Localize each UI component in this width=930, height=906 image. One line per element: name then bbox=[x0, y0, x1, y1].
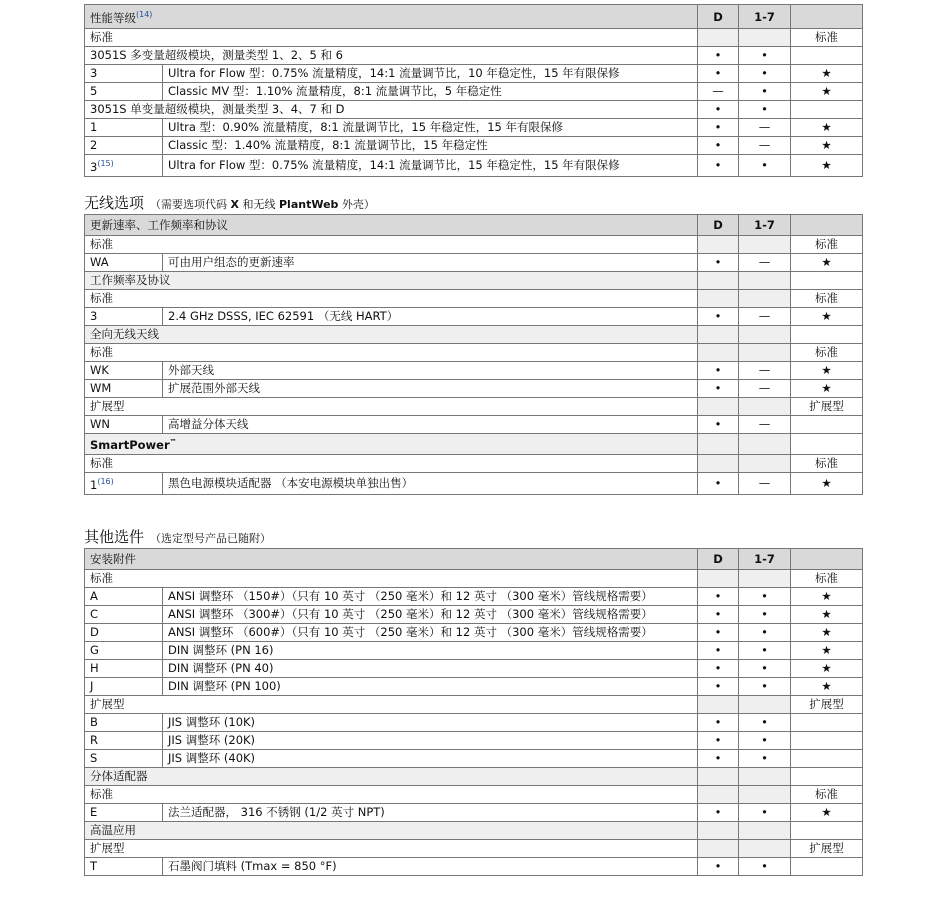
availability-d: • bbox=[698, 588, 739, 606]
table-row bbox=[85, 606, 863, 624]
availability-d: • bbox=[698, 750, 739, 768]
table-row bbox=[85, 858, 863, 876]
option-description: 2.4 GHz DSSS, IEC 62591 （无线 HART） bbox=[163, 308, 698, 326]
availability-1-7: — bbox=[739, 254, 791, 272]
header-title bbox=[85, 5, 698, 29]
availability-1-7: • bbox=[739, 660, 791, 678]
header-title-text: 性能等级 bbox=[90, 11, 136, 25]
empty-cell bbox=[698, 344, 739, 362]
availability-d: • bbox=[698, 47, 739, 65]
empty-cell bbox=[739, 822, 791, 840]
header-col-std bbox=[791, 215, 863, 236]
option-code-text: 3 bbox=[90, 309, 98, 323]
option-code bbox=[85, 732, 163, 750]
availability-1-7: • bbox=[739, 83, 791, 101]
availability-d: • bbox=[698, 624, 739, 642]
availability-d: • bbox=[698, 362, 739, 380]
empty-cell bbox=[739, 290, 791, 308]
empty-cell bbox=[739, 455, 791, 473]
empty-cell bbox=[739, 344, 791, 362]
subheader-label: 标准 bbox=[85, 786, 698, 804]
header-col-1-7: 1-7 bbox=[739, 5, 791, 29]
empty-cell bbox=[698, 272, 739, 290]
availability-d: • bbox=[698, 65, 739, 83]
header-col-1-7: 1-7 bbox=[739, 215, 791, 236]
table-row bbox=[85, 588, 863, 606]
option-code-text: 3 bbox=[90, 66, 98, 80]
option-code bbox=[85, 642, 163, 660]
empty-cell bbox=[739, 696, 791, 714]
availability-1-7: — bbox=[739, 473, 791, 495]
std-label: 标准 bbox=[791, 344, 863, 362]
table-row bbox=[85, 47, 863, 65]
std-label: 标准 bbox=[791, 29, 863, 47]
option-description: 石墨阀门填料 (Tmax = 850 °F) bbox=[163, 858, 698, 876]
wireless-options-table bbox=[84, 214, 863, 495]
header-col-d: D bbox=[698, 215, 739, 236]
option-code-text: J bbox=[90, 679, 94, 693]
availability-1-7: • bbox=[739, 714, 791, 732]
option-description: 外部天线 bbox=[163, 362, 698, 380]
option-code bbox=[85, 606, 163, 624]
table-row bbox=[85, 416, 863, 434]
section-row-label bbox=[85, 326, 698, 344]
availability-d: • bbox=[698, 714, 739, 732]
std-label: 标准 bbox=[791, 455, 863, 473]
empty-cell bbox=[698, 29, 739, 47]
option-description: 黑色电源模块适配器 （本安电源模块单独出售） bbox=[163, 473, 698, 495]
option-code bbox=[85, 473, 163, 495]
table-row bbox=[85, 642, 863, 660]
standard-star bbox=[791, 732, 863, 750]
option-description: JIS 调整环 (40K) bbox=[163, 750, 698, 768]
table-row bbox=[85, 155, 863, 177]
option-description: JIS 调整环 (10K) bbox=[163, 714, 698, 732]
option-code bbox=[85, 65, 163, 83]
standard-star bbox=[791, 714, 863, 732]
empty-cell bbox=[739, 786, 791, 804]
empty-cell bbox=[698, 786, 739, 804]
other-options-table bbox=[84, 548, 863, 876]
empty-cell bbox=[739, 272, 791, 290]
option-code-text: H bbox=[90, 661, 99, 675]
empty-cell bbox=[698, 326, 739, 344]
table-header bbox=[85, 549, 863, 570]
footnote-ref: (16) bbox=[97, 477, 114, 486]
section-row-text: SmartPower bbox=[90, 438, 170, 452]
option-code-text: R bbox=[90, 733, 98, 747]
option-description: JIS 调整环 (20K) bbox=[163, 732, 698, 750]
table-row bbox=[85, 786, 863, 804]
availability-d: • bbox=[698, 678, 739, 696]
table-row bbox=[85, 290, 863, 308]
empty-cell bbox=[698, 570, 739, 588]
section-row-label bbox=[85, 272, 698, 290]
table-row bbox=[85, 660, 863, 678]
std-label: 标准 bbox=[791, 236, 863, 254]
availability-1-7: • bbox=[739, 624, 791, 642]
table-row bbox=[85, 344, 863, 362]
empty-cell bbox=[698, 236, 739, 254]
availability-d: • bbox=[698, 101, 739, 119]
option-code-text: D bbox=[90, 625, 99, 639]
table-row bbox=[85, 473, 863, 495]
availability-d: • bbox=[698, 137, 739, 155]
header-col-d: D bbox=[698, 549, 739, 570]
trademark-mark: ™ bbox=[169, 438, 177, 446]
availability-d: • bbox=[698, 254, 739, 272]
empty-cell bbox=[698, 768, 739, 786]
header-col-std bbox=[791, 549, 863, 570]
empty-cell bbox=[739, 236, 791, 254]
standard-star: ★ bbox=[791, 155, 863, 177]
option-description: ANSI 调整环 （300#）（只有 10 英寸 （250 毫米）和 12 英寸 （300 毫米）管线规格需要） bbox=[163, 606, 698, 624]
std-label: 标准 bbox=[791, 290, 863, 308]
section-row-text: 高温应用 bbox=[90, 823, 136, 837]
standard-star: ★ bbox=[791, 308, 863, 326]
availability-1-7: — bbox=[739, 362, 791, 380]
std-label: 标准 bbox=[791, 570, 863, 588]
section-row-label bbox=[85, 434, 698, 455]
empty-cell bbox=[739, 768, 791, 786]
option-description: DIN 调整环 (PN 100) bbox=[163, 678, 698, 696]
empty-cell bbox=[739, 434, 791, 455]
subheader-label: 标准 bbox=[85, 236, 698, 254]
option-description: DIN 调整环 (PN 16) bbox=[163, 642, 698, 660]
availability-d: • bbox=[698, 732, 739, 750]
std-label: 扩展型 bbox=[791, 398, 863, 416]
standard-star: ★ bbox=[791, 362, 863, 380]
subheader-label: 标准 bbox=[85, 344, 698, 362]
subheader-label: 扩展型 bbox=[85, 398, 698, 416]
standard-star: ★ bbox=[791, 119, 863, 137]
table-row bbox=[85, 29, 863, 47]
availability-1-7: • bbox=[739, 678, 791, 696]
section-row-label bbox=[85, 768, 698, 786]
empty-cell bbox=[791, 326, 863, 344]
empty-cell bbox=[698, 822, 739, 840]
standard-star: ★ bbox=[791, 624, 863, 642]
standard-star: ★ bbox=[791, 642, 863, 660]
option-code bbox=[85, 119, 163, 137]
table-row bbox=[85, 380, 863, 398]
option-code bbox=[85, 308, 163, 326]
empty-cell bbox=[698, 696, 739, 714]
empty-cell bbox=[791, 101, 863, 119]
availability-1-7: — bbox=[739, 119, 791, 137]
standard-star: ★ bbox=[791, 137, 863, 155]
option-code-text: C bbox=[90, 607, 99, 621]
footnote-ref: (14) bbox=[136, 10, 153, 19]
header-title bbox=[85, 215, 698, 236]
availability-d: • bbox=[698, 473, 739, 495]
option-description: Classic MV 型：1.10% 流量精度，8:1 流量调节比，5 年稳定性 bbox=[163, 83, 698, 101]
option-code bbox=[85, 155, 163, 177]
table-row bbox=[85, 83, 863, 101]
option-description: Ultra 型：0.90% 流量精度，8:1 流量调节比，15 年稳定性，15 年有限保修 bbox=[163, 119, 698, 137]
availability-1-7: — bbox=[739, 137, 791, 155]
availability-d: — bbox=[698, 83, 739, 101]
availability-d: • bbox=[698, 804, 739, 822]
availability-1-7: • bbox=[739, 858, 791, 876]
empty-cell bbox=[739, 398, 791, 416]
availability-d: • bbox=[698, 155, 739, 177]
section-title: 其他选件 bbox=[84, 528, 145, 546]
header-col-d: D bbox=[698, 5, 739, 29]
table-row bbox=[85, 732, 863, 750]
table-row bbox=[85, 308, 863, 326]
standard-star: ★ bbox=[791, 380, 863, 398]
availability-1-7: • bbox=[739, 606, 791, 624]
standard-star: ★ bbox=[791, 473, 863, 495]
option-description: ANSI 调整环 （150#）（只有 10 英寸 （250 毫米）和 12 英寸 （300 毫米）管线规格需要） bbox=[163, 588, 698, 606]
table-row bbox=[85, 750, 863, 768]
table-row bbox=[85, 434, 863, 455]
option-code bbox=[85, 624, 163, 642]
standard-star: ★ bbox=[791, 588, 863, 606]
empty-cell bbox=[791, 768, 863, 786]
table-row bbox=[85, 236, 863, 254]
availability-d: • bbox=[698, 606, 739, 624]
option-description: Ultra for Flow 型：0.75% 流量精度，14:1 流量调节比，10 年稳定性，15 年有限保修 bbox=[163, 65, 698, 83]
availability-d: • bbox=[698, 119, 739, 137]
availability-1-7: • bbox=[739, 804, 791, 822]
availability-1-7: — bbox=[739, 308, 791, 326]
availability-1-7: • bbox=[739, 750, 791, 768]
availability-d: • bbox=[698, 660, 739, 678]
empty-cell bbox=[698, 455, 739, 473]
option-code bbox=[85, 750, 163, 768]
header-col-std bbox=[791, 5, 863, 29]
table-row bbox=[85, 254, 863, 272]
empty-cell bbox=[739, 840, 791, 858]
table-header bbox=[85, 5, 863, 29]
empty-cell bbox=[698, 398, 739, 416]
option-description: DIN 调整环 (PN 40) bbox=[163, 660, 698, 678]
availability-1-7: — bbox=[739, 380, 791, 398]
section-wireless-heading bbox=[84, 192, 375, 213]
standard-star: ★ bbox=[791, 83, 863, 101]
standard-star bbox=[791, 416, 863, 434]
option-code-text: G bbox=[90, 643, 99, 657]
empty-cell bbox=[739, 29, 791, 47]
table-row bbox=[85, 65, 863, 83]
table-row bbox=[85, 455, 863, 473]
option-code-text: 1 bbox=[90, 120, 98, 134]
subheader-label: 标准 bbox=[85, 455, 698, 473]
standard-star bbox=[791, 858, 863, 876]
section-row-text: 工作频率及协议 bbox=[90, 273, 171, 287]
standard-star: ★ bbox=[791, 660, 863, 678]
availability-1-7: • bbox=[739, 47, 791, 65]
option-code-text: WN bbox=[90, 417, 110, 431]
availability-1-7: • bbox=[739, 588, 791, 606]
empty-cell bbox=[791, 822, 863, 840]
option-code-text: 5 bbox=[90, 84, 98, 98]
standard-star: ★ bbox=[791, 804, 863, 822]
table-row bbox=[85, 101, 863, 119]
empty-cell bbox=[698, 840, 739, 858]
availability-d: • bbox=[698, 416, 739, 434]
table-row bbox=[85, 822, 863, 840]
option-code bbox=[85, 678, 163, 696]
availability-d: • bbox=[698, 858, 739, 876]
availability-1-7: • bbox=[739, 155, 791, 177]
table-row bbox=[85, 678, 863, 696]
table-row bbox=[85, 362, 863, 380]
table-row bbox=[85, 272, 863, 290]
section-note: （选定型号产品已随附） bbox=[150, 532, 272, 545]
option-description: 可由用户组态的更新速率 bbox=[163, 254, 698, 272]
availability-d: • bbox=[698, 308, 739, 326]
header-title-text: 更新速率、工作频率和协议 bbox=[90, 218, 228, 232]
table-row bbox=[85, 768, 863, 786]
option-code-text: 3 bbox=[90, 160, 98, 174]
option-code bbox=[85, 83, 163, 101]
option-description: ANSI 调整环 （600#）（只有 10 英寸 （250 毫米）和 12 英寸 （300 毫米）管线规格需要） bbox=[163, 624, 698, 642]
availability-1-7: • bbox=[739, 65, 791, 83]
option-code bbox=[85, 660, 163, 678]
standard-star: ★ bbox=[791, 254, 863, 272]
option-code bbox=[85, 416, 163, 434]
subheader-label: 扩展型 bbox=[85, 840, 698, 858]
option-description: 扩展范围外部天线 bbox=[163, 380, 698, 398]
availability-d: • bbox=[698, 642, 739, 660]
option-code-text: T bbox=[90, 859, 98, 873]
option-code bbox=[85, 804, 163, 822]
group-label: 3051S 单变量超级模块，测量类型 3、4、7 和 D bbox=[85, 101, 698, 119]
standard-star: ★ bbox=[791, 606, 863, 624]
section-other-heading bbox=[84, 526, 271, 547]
table-row bbox=[85, 840, 863, 858]
availability-1-7: • bbox=[739, 642, 791, 660]
header-col-1-7: 1-7 bbox=[739, 549, 791, 570]
subheader-label: 标准 bbox=[85, 29, 698, 47]
empty-cell bbox=[698, 290, 739, 308]
empty-cell bbox=[698, 434, 739, 455]
option-description: Classic 型：1.40% 流量精度，8:1 流量调节比，15 年稳定性 bbox=[163, 137, 698, 155]
option-description: 法兰适配器， 316 不锈钢 (1/2 英寸 NPT) bbox=[163, 804, 698, 822]
section-row-label bbox=[85, 822, 698, 840]
option-code-text: E bbox=[90, 805, 98, 819]
option-code-text: A bbox=[90, 589, 98, 603]
option-code-text: 2 bbox=[90, 138, 98, 152]
header-title bbox=[85, 549, 698, 570]
empty-cell bbox=[739, 570, 791, 588]
section-note: （需要选项代码 X 和无线 PlantWeb 外壳） bbox=[150, 198, 375, 211]
option-code bbox=[85, 588, 163, 606]
option-code bbox=[85, 254, 163, 272]
section-row-text: 全向无线天线 bbox=[90, 327, 159, 341]
std-label: 标准 bbox=[791, 786, 863, 804]
option-code bbox=[85, 380, 163, 398]
table-row bbox=[85, 624, 863, 642]
option-code bbox=[85, 137, 163, 155]
option-code-text: WA bbox=[90, 255, 109, 269]
subheader-label: 标准 bbox=[85, 290, 698, 308]
table-row bbox=[85, 570, 863, 588]
option-code bbox=[85, 858, 163, 876]
availability-1-7: — bbox=[739, 416, 791, 434]
option-code-text: WM bbox=[90, 381, 112, 395]
performance-class-table bbox=[84, 4, 863, 177]
table-row bbox=[85, 119, 863, 137]
table-header bbox=[85, 215, 863, 236]
standard-star: ★ bbox=[791, 678, 863, 696]
option-code bbox=[85, 714, 163, 732]
section-row-text: 分体适配器 bbox=[90, 769, 148, 783]
std-label: 扩展型 bbox=[791, 840, 863, 858]
table-row bbox=[85, 804, 863, 822]
subheader-label: 扩展型 bbox=[85, 696, 698, 714]
group-label: 3051S 多变量超级模块，测量类型 1、2、5 和 6 bbox=[85, 47, 698, 65]
empty-cell bbox=[739, 326, 791, 344]
section-title: 无线选项 bbox=[84, 194, 145, 212]
option-code-text: S bbox=[90, 751, 98, 765]
table-row bbox=[85, 714, 863, 732]
subheader-label: 标准 bbox=[85, 570, 698, 588]
option-code-text: WK bbox=[90, 363, 109, 377]
option-code-text: B bbox=[90, 715, 98, 729]
std-label: 扩展型 bbox=[791, 696, 863, 714]
table-row bbox=[85, 137, 863, 155]
empty-cell bbox=[791, 434, 863, 455]
option-description: Ultra for Flow 型：0.75% 流量精度，14:1 流量调节比，15 年稳定性，15 年有限保修 bbox=[163, 155, 698, 177]
option-description: 高增益分体天线 bbox=[163, 416, 698, 434]
empty-cell bbox=[791, 47, 863, 65]
empty-cell bbox=[791, 272, 863, 290]
table-row bbox=[85, 696, 863, 714]
option-code-text: 1 bbox=[90, 478, 98, 492]
table-row bbox=[85, 326, 863, 344]
header-title-text: 安装附件 bbox=[90, 552, 136, 566]
availability-d: • bbox=[698, 380, 739, 398]
table-row bbox=[85, 398, 863, 416]
standard-star bbox=[791, 750, 863, 768]
availability-1-7: • bbox=[739, 732, 791, 750]
option-code bbox=[85, 362, 163, 380]
standard-star: ★ bbox=[791, 65, 863, 83]
footnote-ref: (15) bbox=[97, 159, 114, 168]
availability-1-7: • bbox=[739, 101, 791, 119]
